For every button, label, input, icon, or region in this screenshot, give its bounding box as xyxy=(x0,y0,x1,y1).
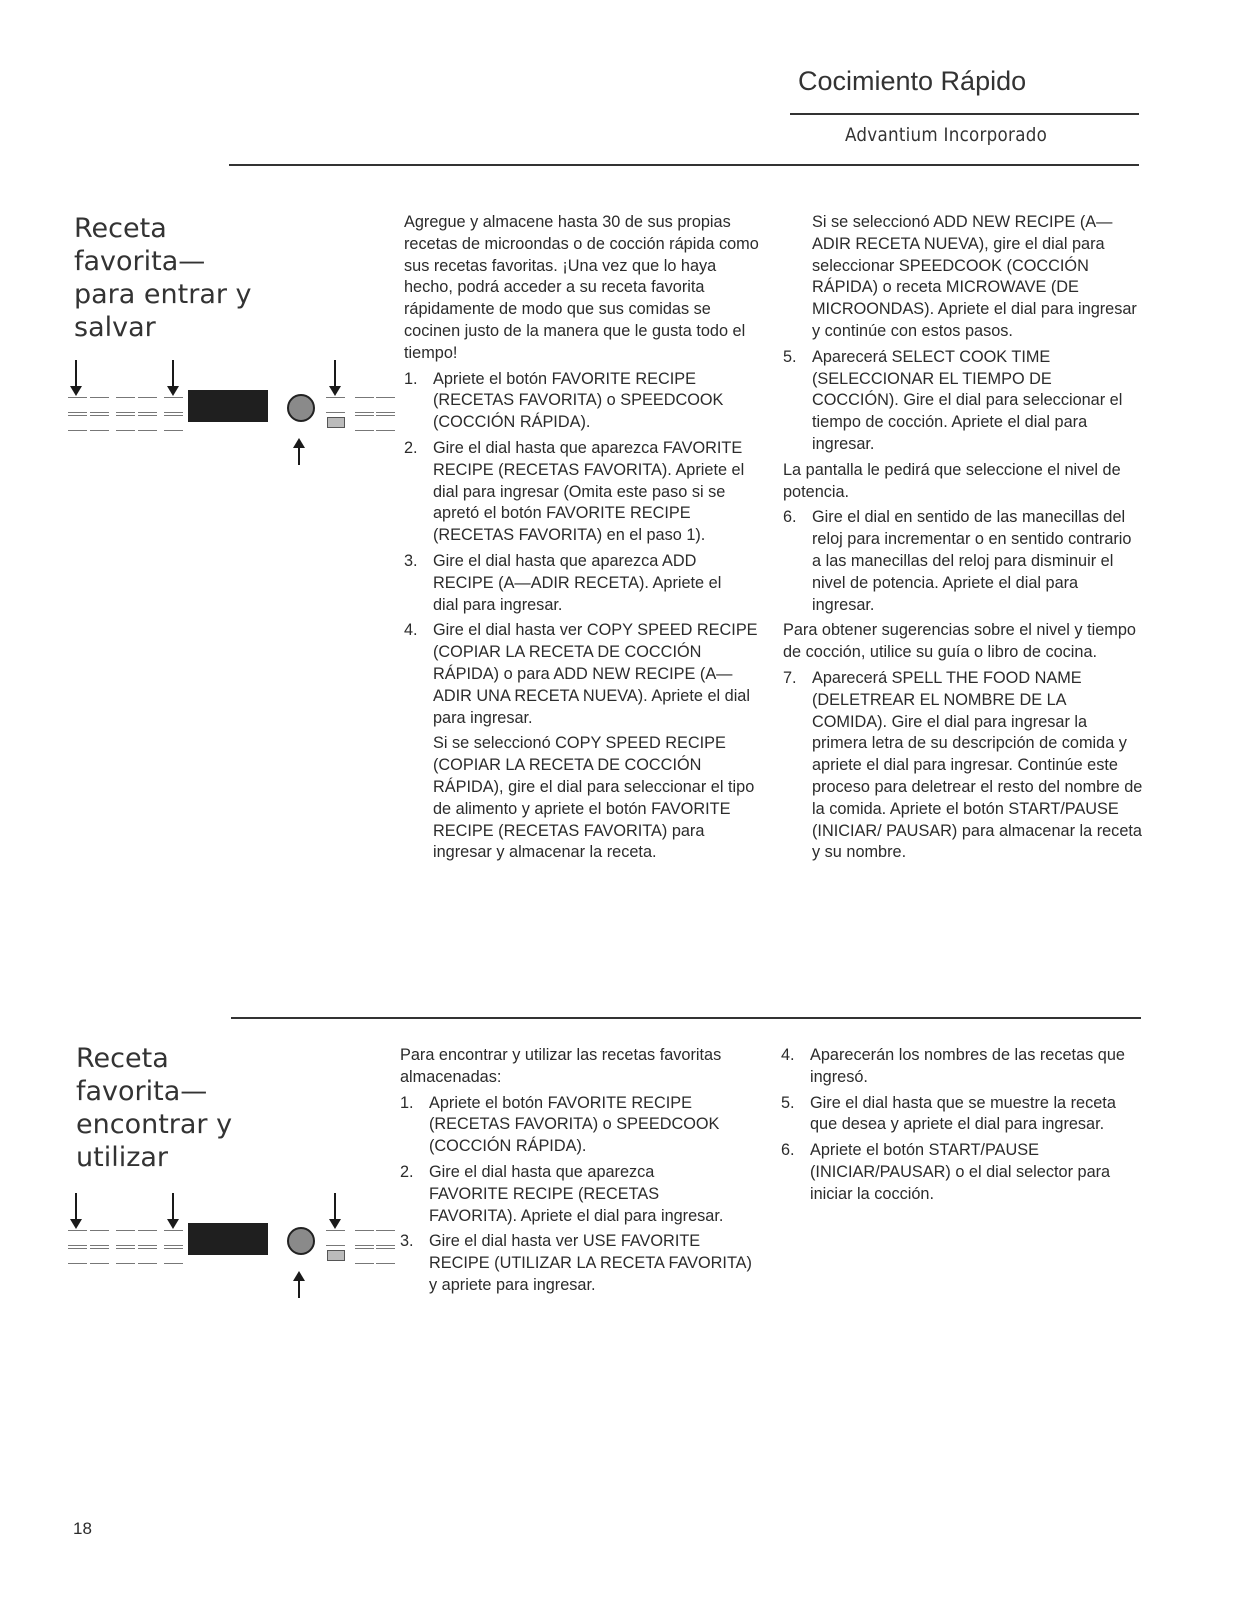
header-rule-short xyxy=(790,113,1139,115)
arrow-down-icon xyxy=(172,360,174,394)
control-panel-diagram-1 xyxy=(68,355,393,465)
panel-button xyxy=(138,415,157,431)
step-text: Gire el dial hasta que aparezca FAVORITE RECIPE (RECETAS FAVORITA). Apriete el dial para ingresar. xyxy=(429,1162,724,1225)
step-text: Gire el dial en sentido de las manecillas del reloj para incrementar o en sentido contrario a las manecillas del reloj para disminuir el nivel de potencia. Apriete el dial para ingresar. xyxy=(812,508,1132,614)
step-number: 2. xyxy=(400,1162,414,1181)
step-number: 5. xyxy=(783,347,797,366)
panel-button xyxy=(68,397,87,413)
list-item xyxy=(783,668,1143,864)
panel-button xyxy=(68,415,87,431)
arrow-down-icon xyxy=(334,1193,336,1227)
selector-dial-icon xyxy=(287,394,315,422)
section1-steps-continued xyxy=(783,668,1143,864)
panel-button xyxy=(116,1230,135,1246)
step-number: 6. xyxy=(781,1141,795,1160)
panel-button xyxy=(138,1248,157,1264)
panel-button xyxy=(376,1230,395,1246)
start-pause-button xyxy=(327,417,345,428)
step-number: 6. xyxy=(783,508,797,527)
panel-button xyxy=(116,415,135,431)
arrow-down-icon xyxy=(75,360,77,394)
step-text: Apriete el botón FAVORITE RECIPE (RECETAS FAVORITA) o SPEEDCOOK (COCCIÓN RÁPIDA). xyxy=(429,1093,720,1156)
panel-button xyxy=(90,397,109,413)
list-item xyxy=(404,620,766,729)
section1-column2 xyxy=(783,212,1143,868)
header-rule-long xyxy=(229,164,1139,166)
panel-button xyxy=(355,415,374,431)
arrow-down-icon xyxy=(75,1193,77,1227)
list-item xyxy=(400,1231,759,1296)
step-text: Aparecerá SELECT COOK TIME (SELECCIONAR EL TIEMPO DE COCCIÓN). Gire el dial para seleccionar el tiempo de cocción. Apriete el dial para ingresar. xyxy=(812,347,1123,453)
panel-button xyxy=(68,1230,87,1246)
list-item xyxy=(781,1045,1141,1089)
list-item xyxy=(781,1140,1130,1205)
panel-button xyxy=(355,1230,374,1246)
selector-dial-icon xyxy=(287,1227,315,1255)
panel-button xyxy=(164,1248,183,1264)
page-header-title: Cocimiento Rápido xyxy=(798,66,1027,96)
oven-display xyxy=(188,1223,268,1255)
panel-button xyxy=(116,397,135,413)
step-text: Apriete el botón START/PAUSE (INICIAR/PAUSAR) o el dial selector para iniciar la cocción. xyxy=(810,1141,1111,1203)
panel-button xyxy=(138,1230,157,1246)
arrow-down-icon xyxy=(172,1193,174,1227)
section1-column1 xyxy=(404,212,766,868)
step-number: 3. xyxy=(404,551,418,570)
section2-steps xyxy=(400,1093,762,1297)
section2-intro: Para encontrar y utilizar las recetas favoritas almacenadas: xyxy=(400,1046,722,1086)
panel-button xyxy=(138,397,157,413)
list-item xyxy=(781,1093,1141,1137)
step4-note: Si se seleccionó COPY SPEED RECIPE (COPIAR LA RECETA DE COCCIÓN RÁPIDA), gire el dial para seleccionar el tipo de alimento y apriete el botón FAVORITE RECIPE (RECETAS FAVORITA) para ingresar y almacenar la receta. xyxy=(433,734,755,862)
section2-column2 xyxy=(781,1045,1141,1210)
panel-button xyxy=(376,1248,395,1264)
panel-button xyxy=(116,1248,135,1264)
page-header-subtitle: Advantium Incorporado xyxy=(845,124,1048,146)
list-item xyxy=(404,369,766,434)
panel-button xyxy=(326,397,345,413)
power-level-prompt: La pantalla le pedirá que seleccione el nivel de potencia. xyxy=(783,460,1121,501)
panel-button xyxy=(90,1248,109,1264)
section1-steps xyxy=(404,369,766,730)
step-number: 4. xyxy=(781,1046,795,1064)
step-number: 4. xyxy=(404,621,418,640)
list-item xyxy=(400,1162,729,1227)
step-text: Gire el dial hasta ver COPY SPEED RECIPE (COPIAR LA RECETA DE COCCIÓN RÁPIDA) o para ADD NEW RECIPE (A—ADIR UNA RECETA NUEVA). Apriete el dial para ingresar. xyxy=(433,621,758,727)
section1-steps-continued xyxy=(783,507,1143,616)
step-text: Gire el dial hasta que aparezca ADD RECIPE (A—ADIR RECETA). Apriete el dial para ingresar. xyxy=(433,551,722,614)
step-number: 1. xyxy=(400,1093,414,1112)
step-number: 1. xyxy=(404,369,418,388)
arrow-down-icon xyxy=(334,360,336,394)
section2-title: Receta favorita— encontrar y utilizar xyxy=(76,1043,233,1173)
step-number: 3. xyxy=(400,1232,414,1251)
step-text: Aparecerán los nombres de las recetas que ingresó. xyxy=(810,1046,1125,1086)
section2-rule xyxy=(231,1017,1141,1019)
favorite-recipe-button xyxy=(164,1230,183,1246)
favorite-recipe-button xyxy=(164,397,183,413)
control-panel-diagram-2 xyxy=(68,1190,393,1300)
oven-display xyxy=(188,390,268,422)
panel-button xyxy=(376,397,395,413)
start-pause-button xyxy=(327,1250,345,1261)
cooking-suggestions: Para obtener sugerencias sobre el nivel y tiempo de cocción, utilice su guía o libro de cocina. xyxy=(783,621,1136,662)
step-number: 2. xyxy=(404,438,418,457)
page-number: 18 xyxy=(73,1519,92,1538)
panel-button xyxy=(164,415,183,431)
panel-button xyxy=(68,1248,87,1264)
panel-button xyxy=(355,1248,374,1264)
panel-button xyxy=(90,1230,109,1246)
step-text: Apriete el botón FAVORITE RECIPE (RECETAS FAVORITA) o SPEEDCOOK (COCCIÓN RÁPIDA). xyxy=(433,369,724,432)
step-number: 7. xyxy=(783,668,797,687)
step-number: 5. xyxy=(781,1093,795,1112)
list-item xyxy=(404,438,766,547)
step-text: Gire el dial hasta que aparezca FAVORITE RECIPE (RECETAS FAVORITA). Apriete el dial para ingresar (Omita este paso si se apretó el botón FAVORITE RECIPE (RECETAS FAVORITA) en el paso 1). xyxy=(433,438,745,545)
step-text: Gire el dial hasta ver USE FAVORITE RECIPE (UTILIZAR LA RECETA FAVORITA) y apriete para ingresar. xyxy=(429,1232,752,1294)
section1-steps-continued xyxy=(783,347,1143,456)
panel-button xyxy=(376,415,395,431)
section1-title: Receta favorita— para entrar y salvar xyxy=(74,213,252,343)
step-text: Gire el dial hasta que se muestre la receta que desea y apriete el dial para ingresar. xyxy=(810,1093,1116,1134)
section1-intro: Agregue y almacene hasta 30 de sus propias recetas de microondas o de cocción rápida como sus recetas favoritas. ¡Una vez que lo haya hecho, podrá acceder a su receta favorita rápidamente de modo que sus comidas se cocinen justo de la manera que le gusta todo el tiempo! xyxy=(404,213,759,362)
section2-column1 xyxy=(400,1045,762,1301)
panel-button xyxy=(90,415,109,431)
step-text: Aparecerá SPELL THE FOOD NAME (DELETREAR EL NOMBRE DE LA COMIDA). Gire el dial para ingresar la primera letra de su descripción de comida y apriete el dial para ingresar. Continúe este proceso para deletrear el resto del nombre de la comida. Apriete el botón START/PAUSE (INICIAR/ PAUSAR) para almacenar la receta y su nombre. xyxy=(812,668,1143,862)
add-new-recipe-note: Si se seleccionó ADD NEW RECIPE (A—ADIR RECETA NUEVA), gire el dial para seleccionar SPEEDCOOK (COCCIÓN RÁPIDA) o receta MICROWAVE (DE MICROONDAS). Apriete el dial para ingresar y continúe con estos pasos. xyxy=(812,213,1137,340)
arrow-up-icon xyxy=(298,1273,300,1298)
arrow-up-icon xyxy=(298,440,300,465)
list-item xyxy=(400,1093,762,1158)
list-item xyxy=(404,551,733,616)
panel-button xyxy=(326,1230,345,1246)
list-item xyxy=(783,347,1143,456)
list-item xyxy=(783,507,1143,616)
panel-button xyxy=(355,397,374,413)
section2-steps-continued xyxy=(781,1045,1141,1206)
